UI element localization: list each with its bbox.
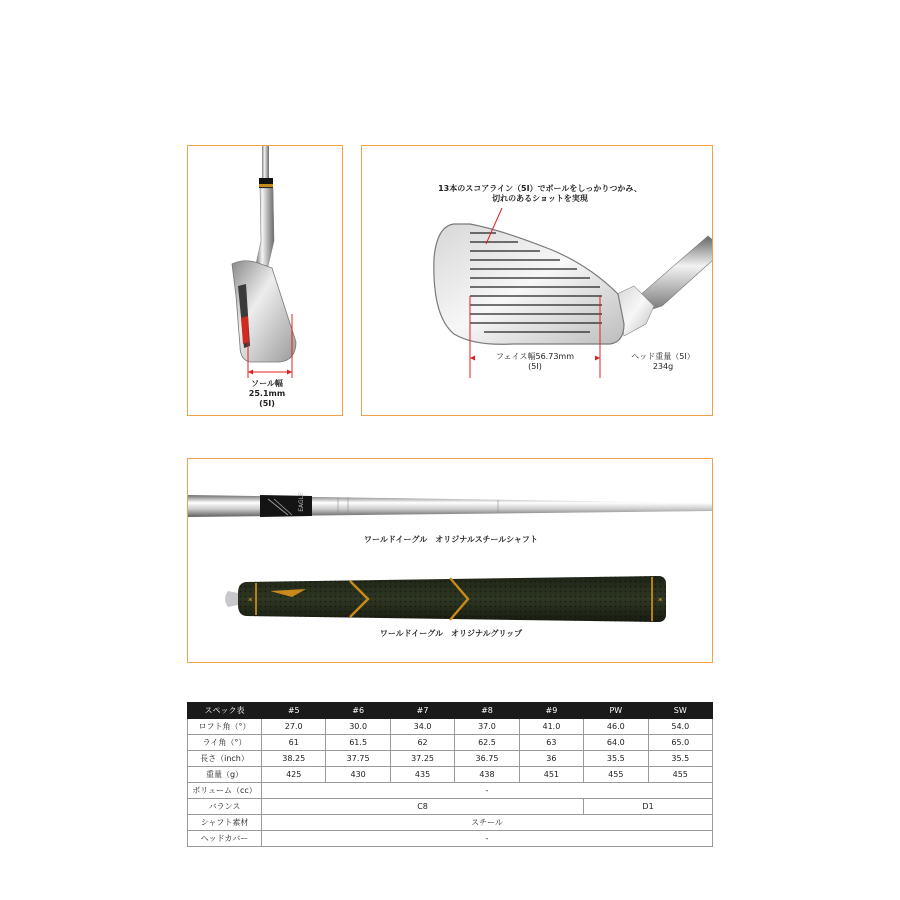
table-cell: 35.5 <box>584 751 648 767</box>
row-label: ロフト角（°） <box>188 719 262 735</box>
svg-text:*: * <box>658 597 663 607</box>
table-cell: 62 <box>390 735 454 751</box>
spec-table-header <box>188 703 713 719</box>
face-view-panel <box>361 145 713 416</box>
table-row-head-cover <box>188 831 713 847</box>
shaft-grip-panel <box>187 458 713 663</box>
table-cell: 455 <box>584 767 648 783</box>
sole-width-panel <box>187 145 343 416</box>
shaft-caption: ワールドイーグル オリジナルスチールシャフト <box>364 535 538 544</box>
table-row-shaft-material <box>188 815 713 831</box>
table-cell: 64.0 <box>584 735 648 751</box>
table-cell: 61.5 <box>326 735 390 751</box>
table-cell: 30.0 <box>326 719 390 735</box>
table-cell: 34.0 <box>390 719 454 735</box>
table-cell: - <box>262 783 713 799</box>
head-weight-label: ヘッド重量（5I） <box>631 352 695 361</box>
table-cell: 61 <box>262 735 326 751</box>
table-cell: 38.25 <box>262 751 326 767</box>
table-cell: 37.25 <box>390 751 454 767</box>
face-width-label: フェイス幅56.73mm <box>495 352 574 361</box>
column-header: #7 <box>390 703 454 719</box>
table-cell: 37.0 <box>455 719 519 735</box>
table-cell: 41.0 <box>519 719 583 735</box>
table-cell: 435 <box>390 767 454 783</box>
table-cell: 65.0 <box>648 735 712 751</box>
table-cell: 36 <box>519 751 583 767</box>
table-cell: 36.75 <box>455 751 519 767</box>
table-cell: スチール <box>262 815 713 831</box>
row-label: ヘッドカバー <box>188 831 262 847</box>
iron-side-view-image <box>188 146 343 416</box>
score-lines-line-1: 13本のスコアライン（5I）でボールをしっかりつかみ、 <box>438 184 642 193</box>
face-width-caption <box>475 352 595 372</box>
row-label: シャフト素材 <box>188 815 262 831</box>
column-header: PW <box>584 703 648 719</box>
face-width-note: (5I) <box>528 362 542 371</box>
table-cell: 425 <box>262 767 326 783</box>
column-header: SW <box>648 703 712 719</box>
shaft-band-text: EAGLE <box>298 492 305 512</box>
row-label: 長さ（inch） <box>188 751 262 767</box>
sole-width-caption <box>242 379 292 409</box>
spec-table-title: スペック表 <box>188 703 262 719</box>
table-row-weight <box>188 767 713 783</box>
grip-caption: ワールドイーグル オリジナルグリップ <box>379 629 523 638</box>
head-weight-value: 234g <box>652 362 674 371</box>
head-weight-caption <box>620 352 706 372</box>
sole-width-note: (5I) <box>259 399 275 408</box>
score-lines-caption <box>390 184 690 204</box>
row-label: ボリューム（cc） <box>188 783 262 799</box>
table-cell: 438 <box>455 767 519 783</box>
table-cell: 430 <box>326 767 390 783</box>
table-row-loft <box>188 719 713 735</box>
table-cell: 54.0 <box>648 719 712 735</box>
column-header: #8 <box>455 703 519 719</box>
table-row-balance <box>188 799 713 815</box>
sole-width-value: 25.1mm <box>248 389 286 398</box>
table-row-lie <box>188 735 713 751</box>
svg-text:*: * <box>248 597 253 607</box>
spec-table <box>187 702 713 847</box>
row-label: ライ角（°） <box>188 735 262 751</box>
table-cell: 37.75 <box>326 751 390 767</box>
table-cell: 46.0 <box>584 719 648 735</box>
table-cell: 63 <box>519 735 583 751</box>
table-cell: D1 <box>584 799 713 815</box>
table-cell: 62.5 <box>455 735 519 751</box>
sole-width-label: ソール幅 <box>251 379 283 388</box>
column-header: #5 <box>262 703 326 719</box>
table-cell: C8 <box>262 799 584 815</box>
row-label: バランス <box>188 799 262 815</box>
table-cell: 451 <box>519 767 583 783</box>
table-cell: 455 <box>648 767 712 783</box>
table-cell: - <box>262 831 713 847</box>
table-row-length <box>188 751 713 767</box>
table-cell: 27.0 <box>262 719 326 735</box>
column-header: #6 <box>326 703 390 719</box>
row-label: 重量（g） <box>188 767 262 783</box>
column-header: #9 <box>519 703 583 719</box>
score-lines-line-2: 切れのあるショットを実現 <box>492 194 588 203</box>
table-cell: 35.5 <box>648 751 712 767</box>
table-row-volume <box>188 783 713 799</box>
